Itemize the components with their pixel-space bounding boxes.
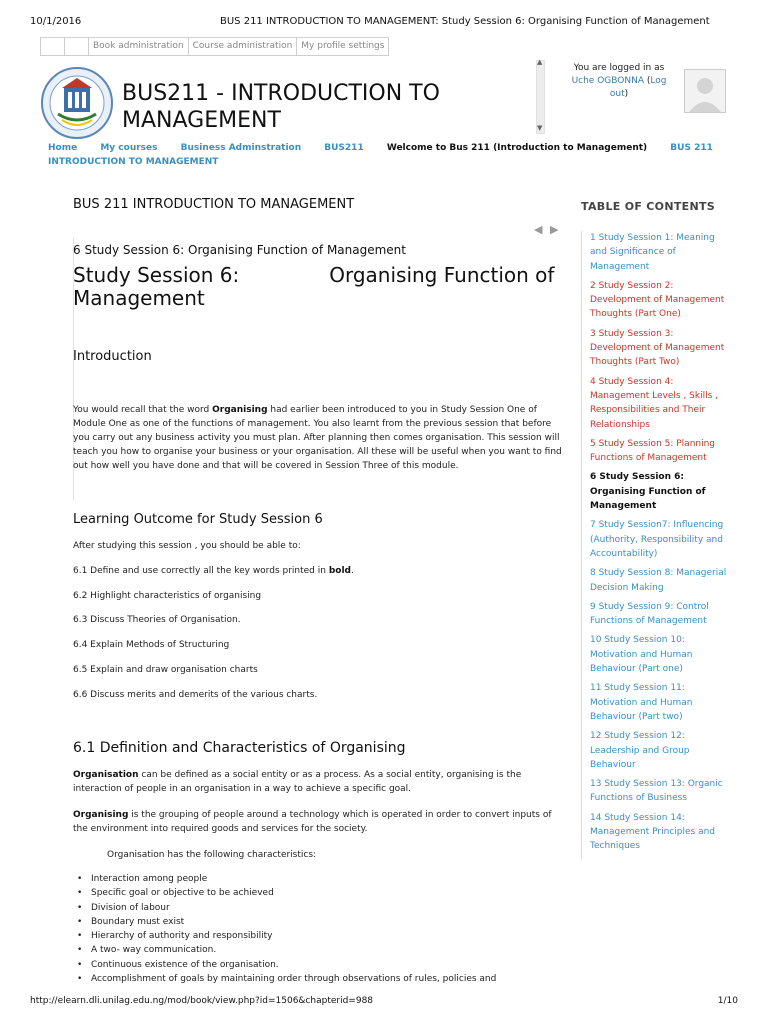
toc-item-session-10[interactable]: 10 Study Session 10: Motivation and Human Behaviour (Part one) — [590, 635, 693, 675]
breadcrumb-book[interactable]: BUS 211 INTRODUCTION TO MANAGEMENT — [48, 143, 713, 167]
logout-open: ( — [643, 76, 651, 86]
outcome-item: 6.5 Explain and draw organisation charts — [73, 665, 258, 675]
print-page-number: 1/10 — [717, 996, 738, 1006]
logout-close: ) — [624, 89, 629, 99]
book-title: BUS 211 INTRODUCTION TO MANAGEMENT — [73, 197, 355, 212]
toc-item-session-9[interactable]: 9 Study Session 9: Control Functions of Management — [590, 601, 709, 627]
my-profile-settings-link[interactable]: My profile settings — [296, 37, 389, 56]
chapter-heading-b: Organising Function of — [329, 263, 555, 287]
breadcrumb-home[interactable]: Home — [48, 143, 78, 153]
breadcrumb-business-administration[interactable]: Business Adminstration — [180, 143, 302, 153]
toc-item-session-3[interactable]: 3 Study Session 3: Development of Management Thoughts (Part Two) — [590, 328, 725, 368]
toc-item-session-1[interactable]: 1 Study Session 1: Meaning and Significance of Management — [590, 233, 715, 272]
book-administration-link[interactable]: Book administration — [88, 37, 188, 56]
list-item: • Division of labour — [85, 901, 565, 915]
toc-item-session-7[interactable]: 7 Study Session7: Influencing (Authority, Responsibility and Accountability) — [590, 520, 724, 559]
outcome-item: 6.3 Discuss Theories of Organisation. — [73, 615, 241, 625]
outcome-item: 6.2 Highlight characteristics of organising — [73, 591, 262, 601]
user-profile-link[interactable]: Uche OGBONNA — [571, 76, 644, 86]
list-item: • Boundary must exist — [85, 915, 565, 929]
toc-title: TABLE OF CONTENTS — [581, 200, 715, 213]
characteristics-list — [73, 872, 565, 986]
outcome-intro: After studying this session , you should be able to: — [73, 541, 301, 551]
toc-item-session-6: 6 Study Session 6: Organising Function of Management — [590, 472, 706, 512]
print-url: http://elearn.dli.unilag.edu.ng/mod/book/view.php?id=1506&chapterid=988 — [30, 996, 374, 1006]
toc-item-session-13[interactable]: 13 Study Session 13: Organic Functions of Business — [590, 779, 723, 804]
scroll-up-arrow-icon[interactable]: ▲ — [537, 58, 543, 66]
toc-item-session-14[interactable]: 14 Study Session 14: Management Principles and Techniques — [590, 812, 716, 852]
definition-heading: 6.1 Definition and Characteristics of Organising — [73, 740, 406, 756]
login-prefix: You are logged in as — [573, 63, 665, 73]
breadcrumb-my-courses[interactable]: My courses — [100, 143, 158, 153]
breadcrumb-bus211[interactable]: BUS211 — [324, 143, 364, 153]
outcome-item: 6.6 Discuss merits and demerits of the various charts. — [73, 690, 318, 700]
nav-blank-2 — [64, 37, 88, 56]
list-item: • Hierarchy of authority and responsibility — [85, 929, 565, 943]
definition-paragraph-1: Organisation can be defined as a social entity or as a process. As a social entity, organising is the interaction of people in an organisation in a way to achieve a specific goal. — [73, 770, 522, 794]
def-bold-organising: Organising — [73, 810, 129, 820]
print-date: 10/1/2016 — [30, 16, 82, 27]
characteristics-intro: Organisation has the following characteristics: — [107, 850, 317, 860]
header-scrollbar[interactable] — [536, 60, 545, 134]
chapter-heading-a: Study Session 6: — [73, 263, 240, 287]
outcome-item: 6.4 Explain Methods of Structuring — [73, 640, 230, 650]
university-logo — [40, 66, 114, 140]
chapter-nav-arrows-icon[interactable]: ◀ ▶ — [534, 223, 561, 236]
intro-bold-term: Organising — [212, 405, 268, 415]
scroll-down-arrow-icon[interactable]: ▼ — [537, 124, 543, 132]
breadcrumb — [48, 141, 738, 169]
list-item: • Interaction among people — [85, 872, 565, 886]
print-footer — [30, 996, 738, 1010]
list-item: • Accomplishment of goals by maintaining order through observations of rules, policies and — [85, 972, 565, 986]
chapter-heading — [73, 264, 563, 310]
def-bold-organisation: Organisation — [73, 770, 139, 780]
list-item: • Continuous existence of the organisation. — [85, 958, 565, 972]
nav-blank-1 — [40, 37, 64, 56]
toc-item-session-5[interactable]: 5 Study Session 5: Planning Functions of Management — [590, 438, 716, 464]
login-info — [563, 62, 675, 101]
avatar-placeholder-icon — [685, 70, 725, 112]
chapter-subtitle: 6 Study Session 6: Organising Function of Management — [73, 243, 406, 257]
course-administration-link[interactable]: Course administration — [188, 37, 297, 56]
outcome-heading: Learning Outcome for Study Session 6 — [73, 512, 323, 527]
course-title: BUS211 - INTRODUCTION TO MANAGEMENT — [122, 81, 440, 133]
toc-item-session-8[interactable]: 8 Study Session 8: Managerial Decision Making — [590, 568, 727, 593]
breadcrumb-welcome[interactable]: Welcome to Bus 211 (Introduction to Management) — [386, 143, 648, 153]
avatar[interactable] — [684, 69, 726, 113]
admin-nav — [40, 37, 389, 56]
toc-item-session-11[interactable]: 11 Study Session 11: Motivation and Human Behaviour (Part two) — [590, 683, 693, 722]
chapter-heading-c: Management — [73, 286, 205, 310]
toc-item-session-12[interactable]: 12 Study Session 12: Leadership and Group Behaviour — [590, 731, 690, 770]
intro-heading: Introduction — [73, 349, 152, 364]
toc-item-session-4[interactable]: 4 Study Session 4: Management Levels , Skills , Responsibilities and Their Relationships — [590, 376, 719, 430]
logout-link[interactable]: Log out — [609, 76, 667, 99]
table-of-contents — [581, 231, 733, 859]
outcome-item: 6.1 Define and use correctly all the key words printed in bold. — [73, 566, 354, 576]
definition-paragraph-2: Organising is the grouping of people around a technology which is operated in order to convert inputs of the environment into required goods and services for the society. — [73, 810, 552, 834]
toc-item-session-2[interactable]: 2 Study Session 2: Development of Management Thoughts (Part One) — [590, 280, 725, 320]
list-item: • A two- way communication. — [85, 943, 565, 957]
print-header — [30, 16, 738, 30]
print-title: BUS 211 INTRODUCTION TO MANAGEMENT: Study Session 6: Organising Function of Management — [220, 16, 710, 27]
list-item: • Specific goal or objective to be achieved — [85, 886, 565, 900]
intro-paragraph: You would recall that the word Organising had earlier been introduced to you in Study Session One of Module One as one of the functions of management. You also learnt from the previous session that before you carry out any business activity you must plan. After planning then comes organisation. This session will teach you how to organise your business or your organisation. All these will be useful when you want to find out how well you have done and that will be covered in Session Three of this module. — [73, 405, 562, 471]
